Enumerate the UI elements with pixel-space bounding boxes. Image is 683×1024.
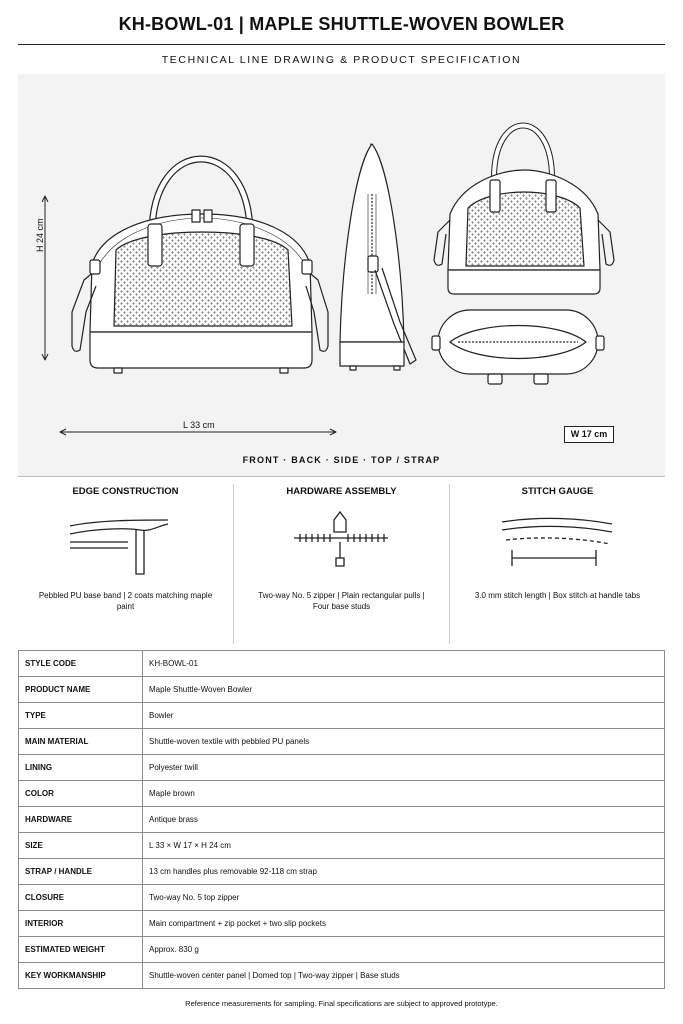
stitch-gauge-icon (450, 504, 665, 584)
table-row (19, 859, 665, 885)
table-row (19, 963, 665, 989)
table-row (19, 703, 665, 729)
spec-value: 13 cm handles plus removable 92-118 cm strap (143, 859, 665, 885)
spec-value: Polyester twill (143, 755, 665, 781)
footer-note: Reference measurements for sampling. Final specifications are subject to approved prototype. (185, 999, 498, 1008)
page-title: KH-BOWL-01 | MAPLE SHUTTLE-WOVEN BOWLER (118, 14, 565, 34)
spec-key: INTERIOR (19, 911, 143, 937)
spec-value: Maple Shuttle-Woven Bowler (143, 677, 665, 703)
width-dimension-box: W 17 cm (564, 426, 614, 443)
page-subtitle: TECHNICAL LINE DRAWING & PRODUCT SPECIFICATION (161, 54, 522, 66)
spec-value: Antique brass (143, 807, 665, 833)
spec-key: ESTIMATED WEIGHT (19, 937, 143, 963)
table-row (19, 885, 665, 911)
spec-value: KH-BOWL-01 (143, 651, 665, 677)
detail-text: 3.0 mm stitch length | Box stitch at handle tabs (474, 591, 641, 600)
height-dimension: H 24 cm (35, 218, 45, 252)
top-view (432, 310, 604, 384)
spec-key: PRODUCT NAME (19, 677, 143, 703)
detail-text: Pebbled PU base band | 2 coats matching maple paint (38, 591, 213, 611)
spec-key: LINING (19, 755, 143, 781)
table-row (19, 911, 665, 937)
table-row (19, 729, 665, 755)
edge-section-icon (18, 504, 233, 584)
spec-value: Two-way No. 5 top zipper (143, 885, 665, 911)
length-dimension: L 33 cm (183, 420, 215, 430)
technical-drawing-panel (18, 74, 665, 477)
spec-table (18, 650, 665, 989)
spec-value: Maple brown (143, 781, 665, 807)
spec-key: STRAP / HANDLE (19, 859, 143, 885)
detail-text: Two-way No. 5 zipper | Plain rectangular pulls | Four base studs (258, 591, 425, 611)
zipper-icon (234, 504, 449, 584)
detail-title: HARDWARE ASSEMBLY (286, 486, 397, 497)
table-row (19, 781, 665, 807)
spec-key: SIZE (19, 833, 143, 859)
spec-value: Main compartment + zip pocket + two slip pockets (143, 911, 665, 937)
spec-value: Bowler (143, 703, 665, 729)
front-view (72, 159, 328, 373)
table-row (19, 833, 665, 859)
spec-value: L 33 × W 17 × H 24 cm (143, 833, 665, 859)
spec-key: STYLE CODE (19, 651, 143, 677)
detail-title: EDGE CONSTRUCTION (72, 486, 179, 497)
detail-title: STITCH GAUGE (521, 486, 594, 497)
spec-key: MAIN MATERIAL (19, 729, 143, 755)
title-divider (18, 44, 665, 45)
detail-stitch-gauge (450, 476, 665, 646)
table-row (19, 807, 665, 833)
spec-key: COLOR (19, 781, 143, 807)
table-row (19, 651, 665, 677)
table-row (19, 755, 665, 781)
bag-line-drawings (18, 74, 665, 476)
spec-value: Approx. 830 g (143, 937, 665, 963)
detail-edge-construction (18, 476, 233, 646)
spec-value: Shuttle-woven textile with pebbled PU panels (143, 729, 665, 755)
table-row (19, 937, 665, 963)
back-view (434, 126, 614, 295)
spec-value: Shuttle-woven center panel | Domed top | Two-way zipper | Base studs (143, 963, 665, 989)
table-row (19, 677, 665, 703)
views-caption: FRONT · BACK · SIDE · TOP / STRAP (242, 455, 441, 465)
detail-hardware-assembly (234, 476, 449, 646)
side-view (340, 144, 416, 370)
spec-key: TYPE (19, 703, 143, 729)
spec-key: KEY WORKMANSHIP (19, 963, 143, 989)
spec-key: HARDWARE (19, 807, 143, 833)
spec-key: CLOSURE (19, 885, 143, 911)
